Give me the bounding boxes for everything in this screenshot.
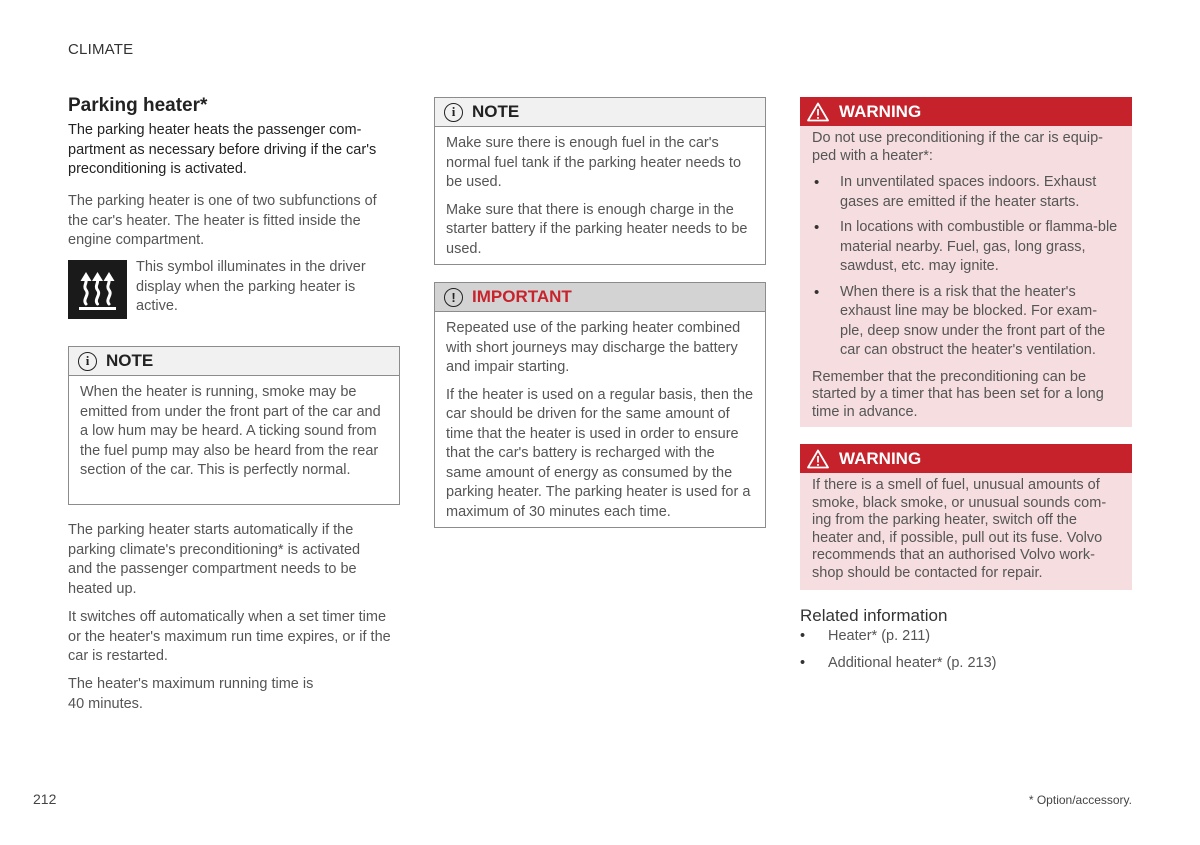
warning-box-preconditioning [800, 97, 1132, 427]
important-label: IMPORTANT [472, 287, 572, 306]
paragraph-auto-off: It switches off automatically when a set timer time or the heater's maximum run time expires, or if the car is restarted. [68, 609, 391, 664]
warning-outro: Remember that the preconditioning can be started by a timer that has been set for a long time in advance. [812, 368, 1104, 420]
page-number: 212 [33, 791, 57, 807]
note-body [435, 127, 765, 268]
warning-box-fuel-smell [800, 444, 1132, 590]
important-header [435, 283, 765, 312]
info-icon: i [444, 103, 463, 122]
warning-header [800, 444, 1132, 473]
important-box [434, 282, 766, 528]
note-text-battery: Make sure that there is enough charge in the starter battery if the parking heater needs to be used. [446, 201, 748, 257]
important-body [435, 312, 765, 531]
note-text-fuel: Make sure there is enough fuel in the car's normal fuel tank if the parking heater needs to be used. [446, 135, 742, 190]
warning-triangle-icon [807, 449, 829, 469]
exclamation-icon: ! [444, 288, 463, 307]
paragraph-auto-start: The parking heater starts automatically if the parking climate's preconditioning* is activated and the passenger compartment needs to be heated up. [68, 522, 361, 597]
warning-body [800, 473, 1132, 592]
related-information-list [800, 627, 996, 680]
related-link-heater[interactable]: • Heater* (p. 211) [800, 627, 996, 647]
note-box-smoke [68, 346, 400, 505]
warning-label: WARNING [839, 448, 922, 468]
important-text-discharge: Repeated use of the parking heater combined with short journeys may discharge the battery and impair starting. [446, 320, 741, 375]
warning-bullet-list [812, 173, 1120, 361]
list-item: • When there is a risk that the heater's exhaust line may be blocked. For exam-ple, deep snow under the front part of the car can obstruct the heater's ventilation. [812, 283, 1120, 361]
related-link-additional-heater[interactable]: • Additional heater* (p. 213) [800, 654, 996, 674]
page-heading: Parking heater* [68, 95, 208, 116]
heater-symbol-icon [68, 260, 127, 319]
list-item: • In unventilated spaces indoors. Exhaust gases are emitted if the heater starts. [812, 173, 1120, 212]
warning-body [800, 126, 1132, 431]
list-item: • In locations with combustible or flamma-ble material nearby. Fuel, gas, long grass, sawdust, etc. may ignite. [812, 218, 1120, 277]
note-box-fuel [434, 97, 766, 265]
warning-triangle-icon [807, 102, 829, 122]
note-label: NOTE [472, 102, 520, 121]
warning-text: If there is a smell of fuel, unusual amounts of smoke, black smoke, or unusual sounds com-ing from the parking heater, switch off the heater and, if possible, pull out its fuse. Volvo recommends that an authorised Volvo work-shop should be contacted for repair. [812, 477, 1107, 581]
note-text: When the heater is running, smoke may be emitted from under the front part of the car and a low hum may be heard. A ticking sound from the fuel pump may also be heard from the rear section of the car. This is perfectly normal. [80, 384, 381, 478]
important-text-recharge: If the heater is used on a regular basis, then the car should be driven for the same amount of time that the heater is used in order to ensure that the car's battery is recharged with the same amount of energy as consumed by the parking heater. The parking heater is used for a maximum of 30 minutes each time. [446, 386, 754, 520]
related-information-heading: Related information [800, 606, 948, 625]
symbol-description: This symbol illuminates in the driver display when the parking heater is active. [136, 259, 366, 314]
warning-label: WARNING [839, 101, 922, 121]
section-title: CLIMATE [68, 41, 134, 58]
footnote: * Option/accessory. [1028, 793, 1132, 807]
warning-intro: Do not use preconditioning if the car is equip-ped with a heater*: [812, 130, 1103, 164]
intro-text: The parking heater heats the passenger com-partment as necessary before driving if the car's preconditioning is activated. [68, 122, 377, 177]
note-header [435, 98, 765, 127]
info-icon: i [78, 352, 97, 371]
warning-header [800, 97, 1132, 126]
note-label: NOTE [106, 351, 154, 370]
paragraph-subfunctions: The parking heater is one of two subfunctions of the car's heater. The heater is fitted inside the engine compartment. [68, 193, 377, 248]
note-header [69, 347, 399, 376]
note-body [69, 376, 399, 490]
paragraph-max-time: The heater's maximum running time is 40 minutes. [68, 676, 314, 712]
